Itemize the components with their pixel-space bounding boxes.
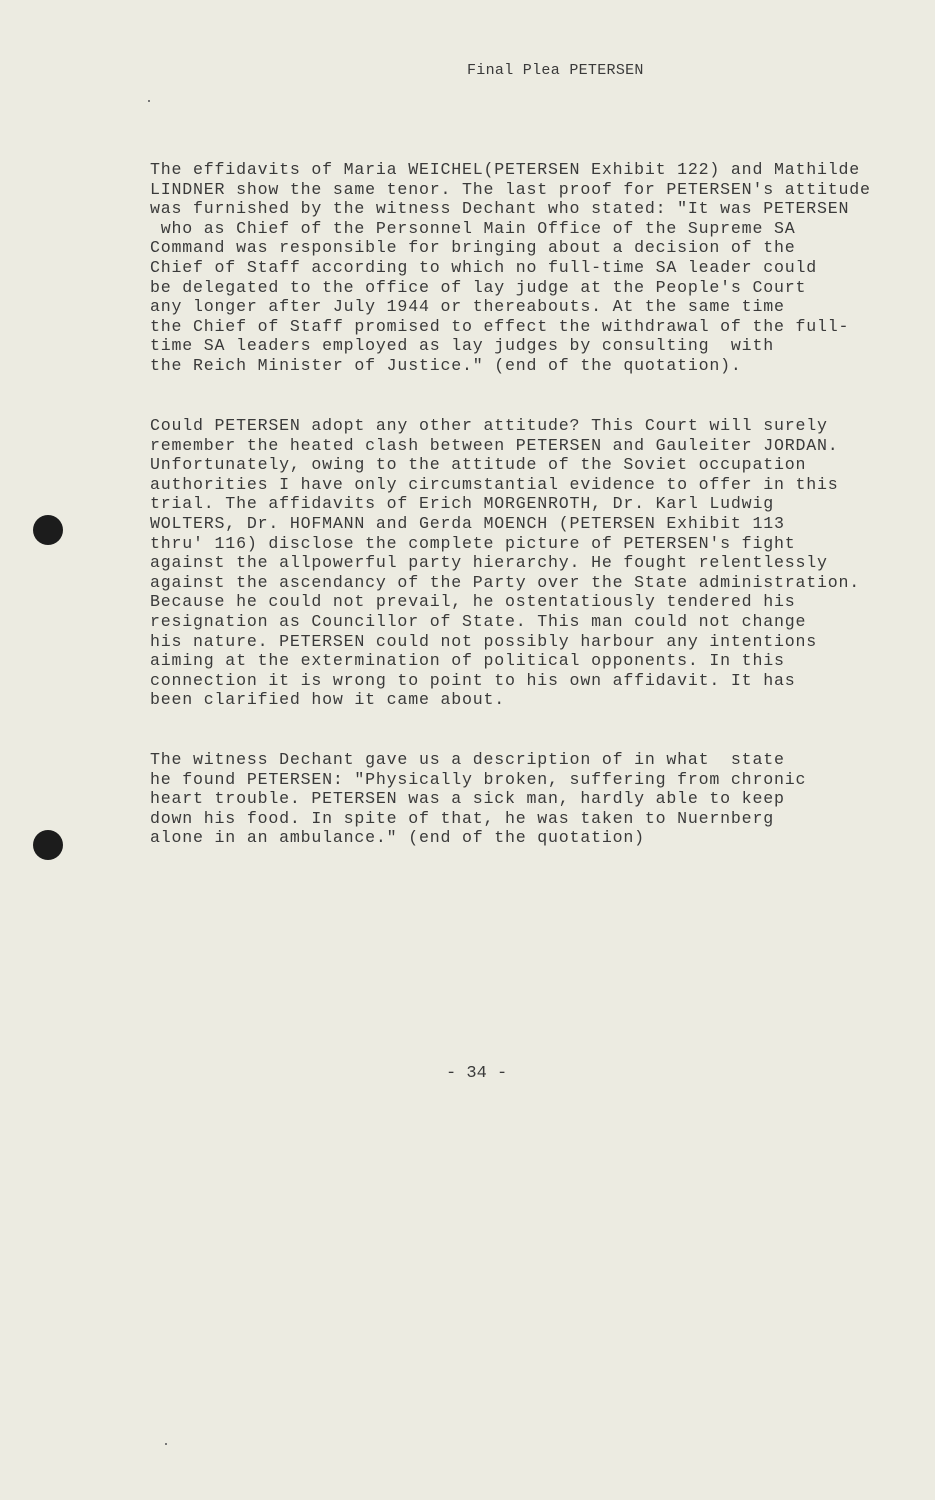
text-line: who as Chief of the Personnel Main Office of the Supreme SA	[150, 218, 796, 238]
paper-speck	[148, 100, 150, 102]
text-line: be delegated to the office of lay judge at the People's Court	[150, 277, 807, 297]
text-line: the Reich Minister of Justice." (end of the quotation).	[150, 355, 742, 375]
page-header: Final Plea PETERSEN	[467, 62, 644, 79]
text-line: Unfortunately, owing to the attitude of the Soviet occupation	[150, 455, 807, 475]
text-line: Command was responsible for bringing about a decision of the	[150, 238, 796, 258]
punch-hole	[33, 830, 63, 860]
paragraph-3	[150, 750, 806, 848]
text-line: against the ascendancy of the Party over the State administration.	[150, 572, 861, 592]
text-line: thru' 116) disclose the complete picture of PETERSEN's fight	[150, 533, 796, 553]
paper-speck	[165, 1443, 167, 1445]
text-line: down his food. In spite of that, he was taken to Nuernberg	[150, 808, 774, 828]
punch-hole	[33, 515, 63, 545]
text-line: WOLTERS, Dr. HOFMANN and Gerda MOENCH (PETERSEN Exhibit 113	[150, 513, 785, 533]
text-line: connection it is wrong to point to his own affidavit. It has	[150, 670, 796, 690]
text-line: any longer after July 1944 or thereabouts. At the same time	[150, 297, 785, 317]
text-line: been clarified how it came about.	[150, 690, 506, 710]
text-line: his nature. PETERSEN could not possibly harbour any intentions	[150, 631, 817, 651]
text-line: was furnished by the witness Dechant who stated: "It was PETERSEN	[150, 199, 850, 219]
text-line: the Chief of Staff promised to effect the withdrawal of the full-	[150, 316, 850, 336]
page-number: - 34 -	[446, 1064, 508, 1083]
text-line: resignation as Councillor of State. This man could not change	[150, 611, 807, 631]
text-line: against the allpowerful party hierarchy. He fought relentlessly	[150, 553, 828, 573]
text-line: remember the heated clash between PETERSEN and Gauleiter JORDAN.	[150, 435, 839, 455]
paragraph-1	[150, 160, 871, 376]
text-line: LINDNER show the same tenor. The last proof for PETERSEN's attitude	[150, 179, 871, 199]
text-line: time SA leaders employed as lay judges by consulting with	[150, 336, 774, 356]
text-line: trial. The affidavits of Erich MORGENROTH, Dr. Karl Ludwig	[150, 494, 774, 514]
text-line: authorities I have only circumstantial evidence to offer in this	[150, 474, 839, 494]
text-line: Because he could not prevail, he ostentatiously tendered his	[150, 592, 796, 612]
text-line: Chief of Staff according to which no full-time SA leader could	[150, 257, 817, 277]
text-line: aiming at the extermination of political opponents. In this	[150, 651, 785, 671]
text-line: alone in an ambulance." (end of the quotation)	[150, 828, 645, 848]
text-line: The witness Dechant gave us a description of in what state	[150, 750, 785, 769]
text-line: Could PETERSEN adopt any other attitude? This Court will surely	[150, 416, 828, 435]
text-line: heart trouble. PETERSEN was a sick man, hardly able to keep	[150, 789, 785, 809]
paragraph-2	[150, 416, 860, 710]
text-line: he found PETERSEN: "Physically broken, suffering from chronic	[150, 769, 807, 789]
text-line: The effidavits of Maria WEICHEL(PETERSEN Exhibit 122) and Mathilde	[150, 160, 861, 179]
